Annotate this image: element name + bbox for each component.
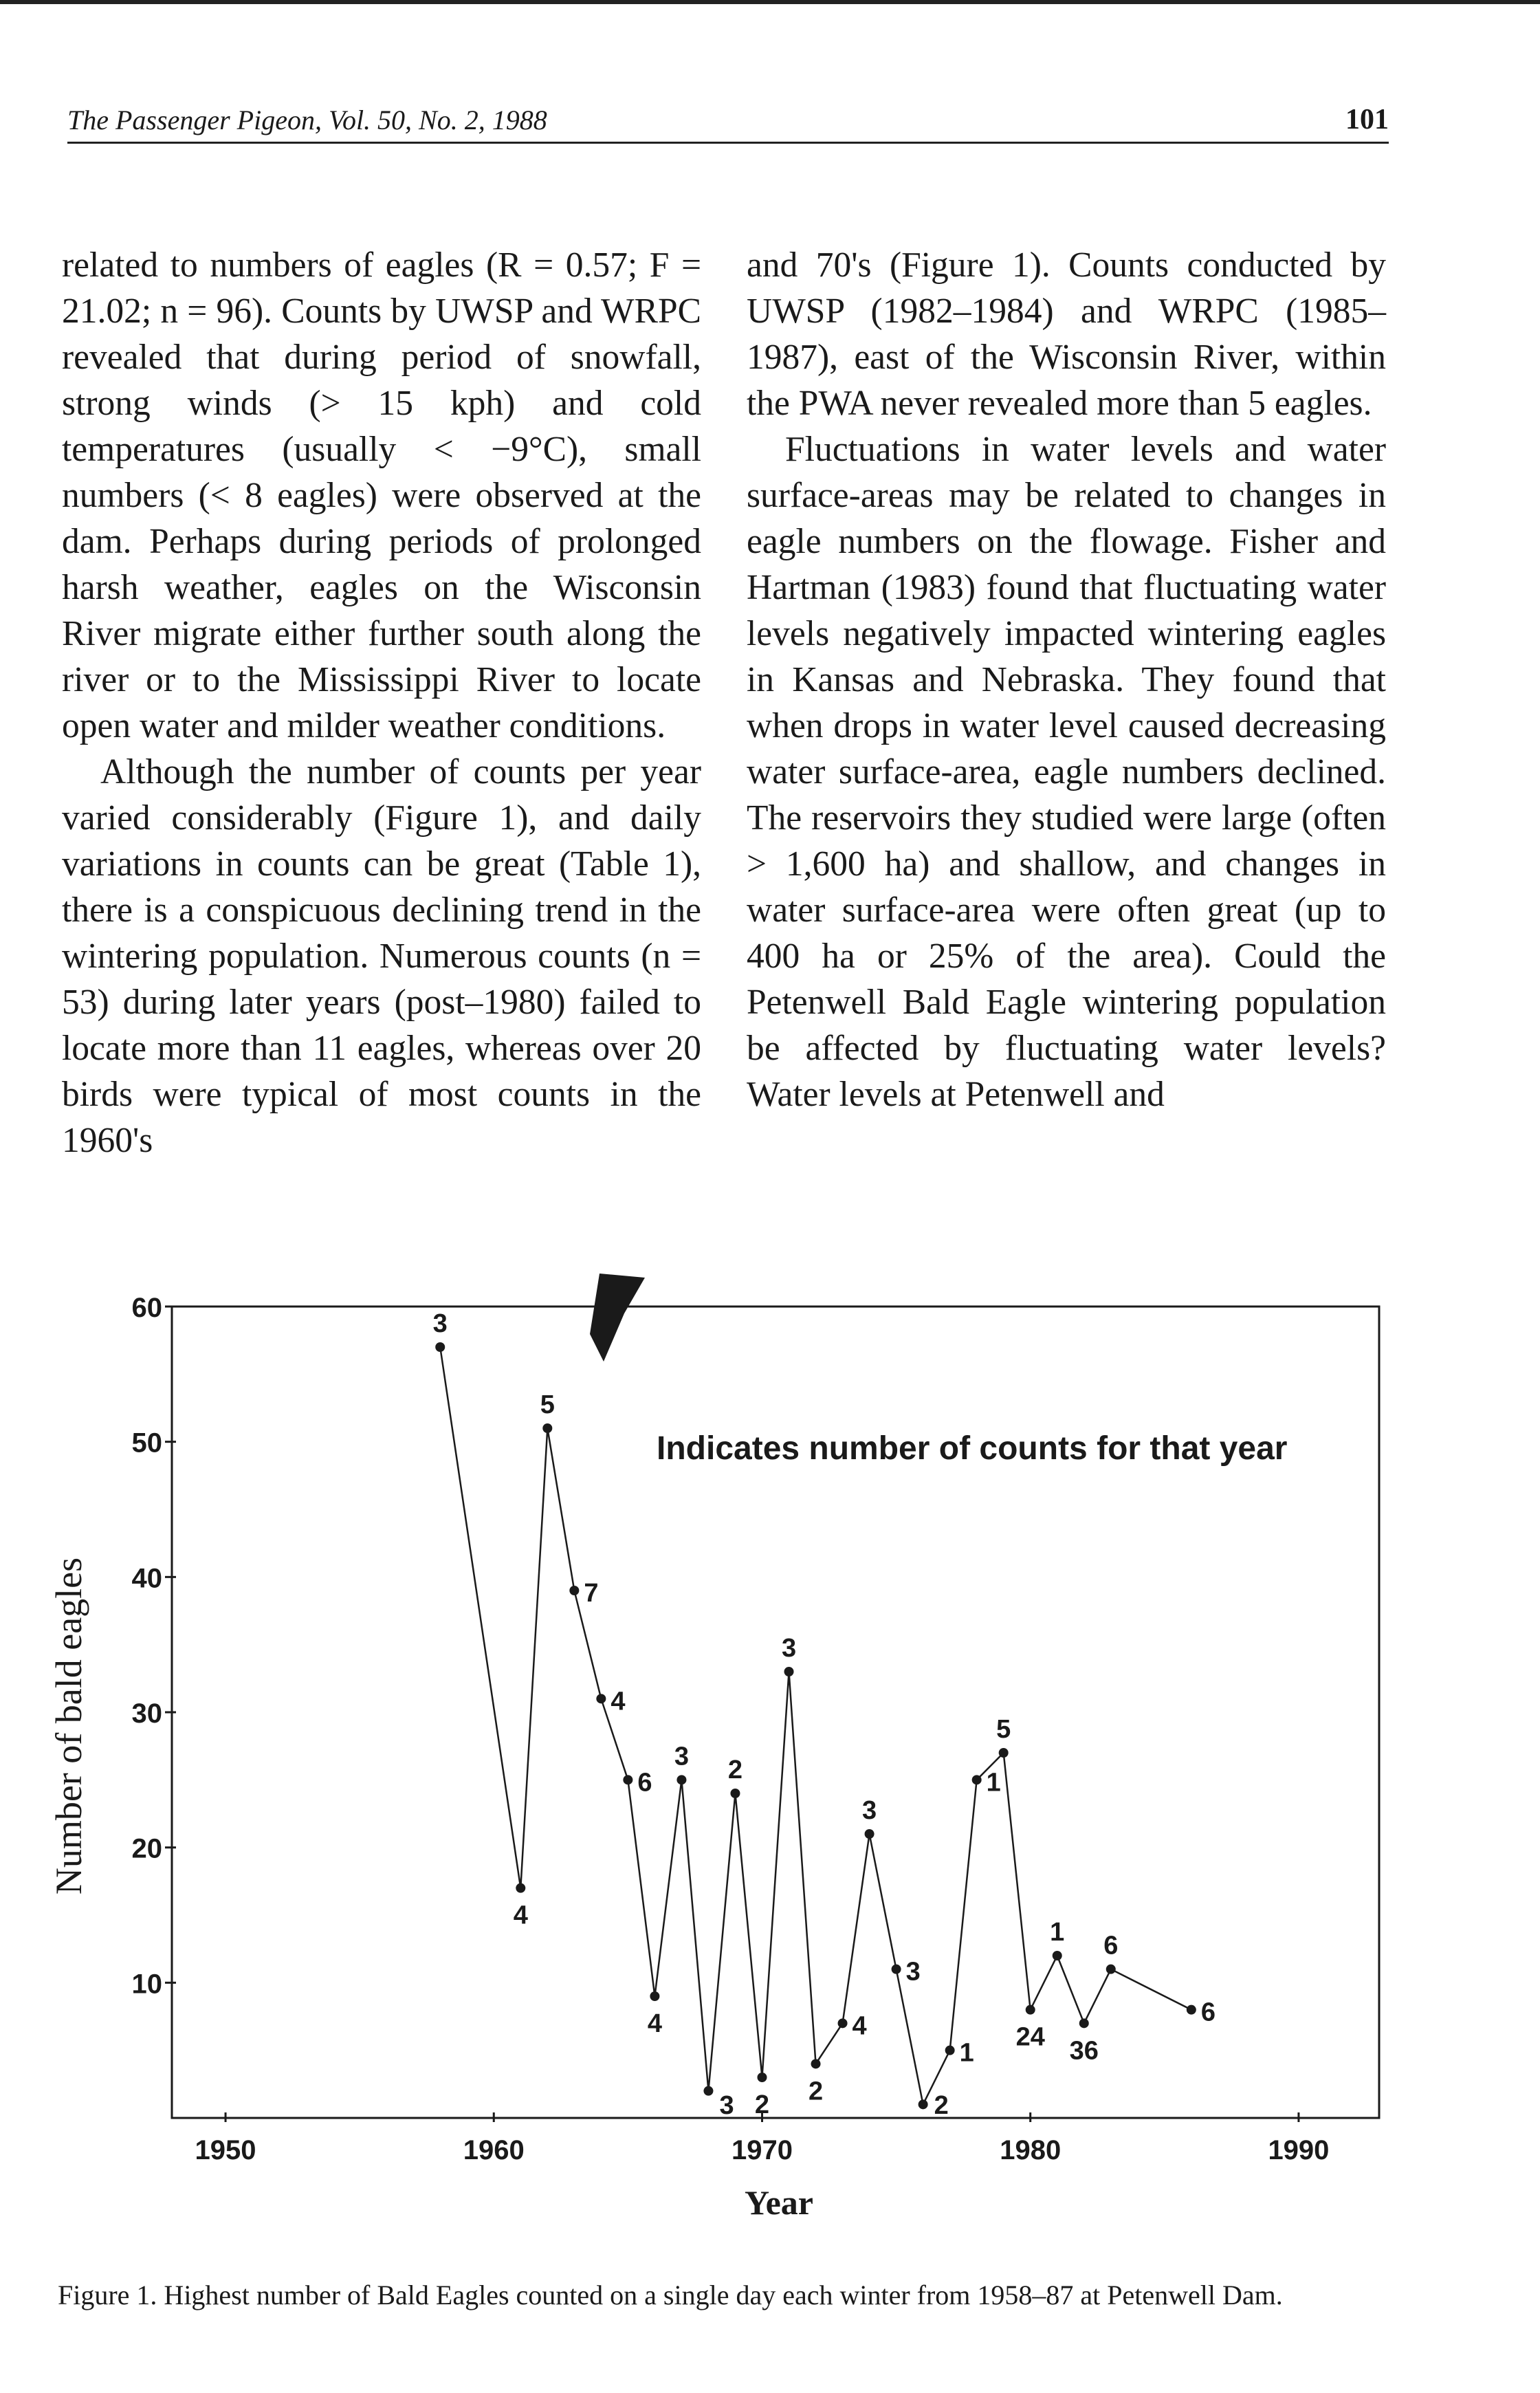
data-point (945, 2046, 955, 2055)
count-label: 5 (540, 1390, 555, 1419)
data-point (676, 1775, 686, 1784)
data-point (623, 1775, 632, 1784)
data-point (1026, 2005, 1035, 2015)
count-label: 4 (852, 2011, 867, 2041)
x-tick-label: 1980 (1000, 2135, 1062, 2165)
data-point (435, 1342, 445, 1352)
count-label: 4 (513, 1901, 528, 1930)
annotation-text: Indicates number of counts for that year (657, 1430, 1288, 1467)
y-tick-label: 40 (131, 1563, 162, 1594)
eagle-count-chart (0, 1272, 1540, 2235)
data-point (703, 2086, 713, 2096)
count-label: 3 (432, 1309, 448, 1338)
top-rule (0, 0, 1540, 4)
x-tick-label: 1970 (731, 2135, 793, 2165)
count-label: 7 (584, 1579, 599, 1608)
count-label: 4 (610, 1687, 626, 1716)
count-label: 4 (647, 2009, 662, 2038)
data-point (650, 1991, 659, 2001)
paragraph: Fluctuations in water levels and water surface-areas may be related to changes in eagle numbers on the flowage. Fisher and Hartman (1983) found that fluctuating water levels negatively impacted wintering eagles in Kansas and Nebraska. They found that when drops in water level caused decreasing water surface-area, eagle numbers declined. The reservoirs they studied were large (often > 1,600 ha) and shallow, and changes in water surface-area were often great (up to 400 ha or 25% of the area). Could the Petenwell Bald Eagle wintering population be affected by fluctuating water levels? Water levels at Petenwell and (747, 430, 1386, 1114)
data-point (516, 1883, 525, 1893)
count-label: 24 (1015, 2022, 1045, 2052)
paragraph: and 70's (Figure 1). Counts conducted by UWSP (1982–1984) and WRPC (1985–1987), east of the Wisconsin River, within the PWA never revealed more than 5 eagles. (747, 245, 1386, 423)
data-point (569, 1586, 579, 1595)
count-label: 3 (781, 1634, 797, 1663)
count-label: 2 (727, 1756, 743, 1784)
x-axis-label: Year (745, 2183, 813, 2222)
y-tick-label: 60 (131, 1293, 162, 1323)
figure-caption: Figure 1. Highest number of Bald Eagles counted on a single day each winter from 1958–87 at Petenwell Dam. (58, 2280, 1283, 2310)
x-tick-label: 1990 (1268, 2135, 1330, 2165)
data-point (1106, 1965, 1116, 1974)
count-label: 3 (862, 1796, 877, 1825)
figure-1 (0, 1272, 1540, 2235)
data-point (918, 2099, 928, 2109)
data-point (1079, 2018, 1089, 2028)
count-label: 1 (959, 2038, 974, 2068)
data-point (838, 2018, 848, 2028)
count-label: 2 (934, 2091, 949, 2120)
count-label: 6 (1103, 1931, 1119, 1960)
count-label: 36 (1069, 2036, 1099, 2066)
data-point (999, 1748, 1009, 1758)
data-point (1187, 2005, 1196, 2015)
plot-frame (172, 1307, 1379, 2118)
running-header (67, 96, 1389, 144)
count-label: 6 (637, 1768, 652, 1798)
y-tick-label: 20 (131, 1833, 162, 1864)
y-tick-label: 50 (131, 1428, 162, 1458)
count-label: 3 (905, 1957, 921, 1987)
data-point (811, 2059, 821, 2068)
x-tick-label: 1960 (463, 2135, 525, 2165)
data-point (865, 1829, 874, 1839)
count-label: 3 (674, 1742, 689, 1771)
count-label: 2 (808, 2077, 824, 2106)
data-point (1053, 1951, 1062, 1960)
y-tick-label: 30 (131, 1698, 162, 1729)
count-label: 3 (719, 2091, 734, 2120)
y-tick-label: 10 (131, 1969, 162, 2000)
page-number: 101 (1345, 104, 1389, 135)
y-axis-label: Number of bald eagles (48, 1557, 89, 1895)
data-point (542, 1423, 552, 1433)
left-text-column (62, 242, 701, 1163)
data-point (784, 1667, 794, 1676)
right-text-column (747, 242, 1386, 1117)
paragraph: Although the number of counts per year varied considerably (Figure 1), and daily variations in counts can be great (Table 1), there is a conspicuous declining trend in the wintering population. Numerous counts (n = 53) during later years (post–1980) failed to locate more than 11 eagles, whereas over 20 birds were typical of most counts in the 1960's (62, 752, 701, 1160)
x-tick-label: 1950 (195, 2135, 256, 2165)
paragraph: related to numbers of eagles (R = 0.57; F = 21.02; n = 96). Counts by UWSP and WRPC revealed that during period of snowfall, strong winds (> 15 kph) and cold temperatures (usually < −9°C), small numbers (< 8 eagles) were observed at the dam. Perhaps during periods of prolonged harsh weather, eagles on the Wisconsin River migrate either further south along the river or to the Mississippi River to locate open water and milder weather conditions. (62, 245, 701, 745)
data-point (972, 1775, 982, 1784)
data-point (730, 1789, 740, 1798)
data-point (892, 1965, 901, 1974)
data-point (757, 2073, 767, 2082)
data-point (596, 1694, 606, 1703)
count-label: 5 (996, 1715, 1011, 1744)
count-label: 6 (1200, 1998, 1216, 2027)
count-label: 1 (1050, 1918, 1065, 1947)
count-label: 1 (986, 1768, 1001, 1798)
journal-citation: The Passenger Pigeon, Vol. 50, No. 2, 1988 (67, 105, 547, 135)
count-label: 2 (754, 2090, 770, 2119)
annotation-arrow-icon (590, 1274, 645, 1362)
